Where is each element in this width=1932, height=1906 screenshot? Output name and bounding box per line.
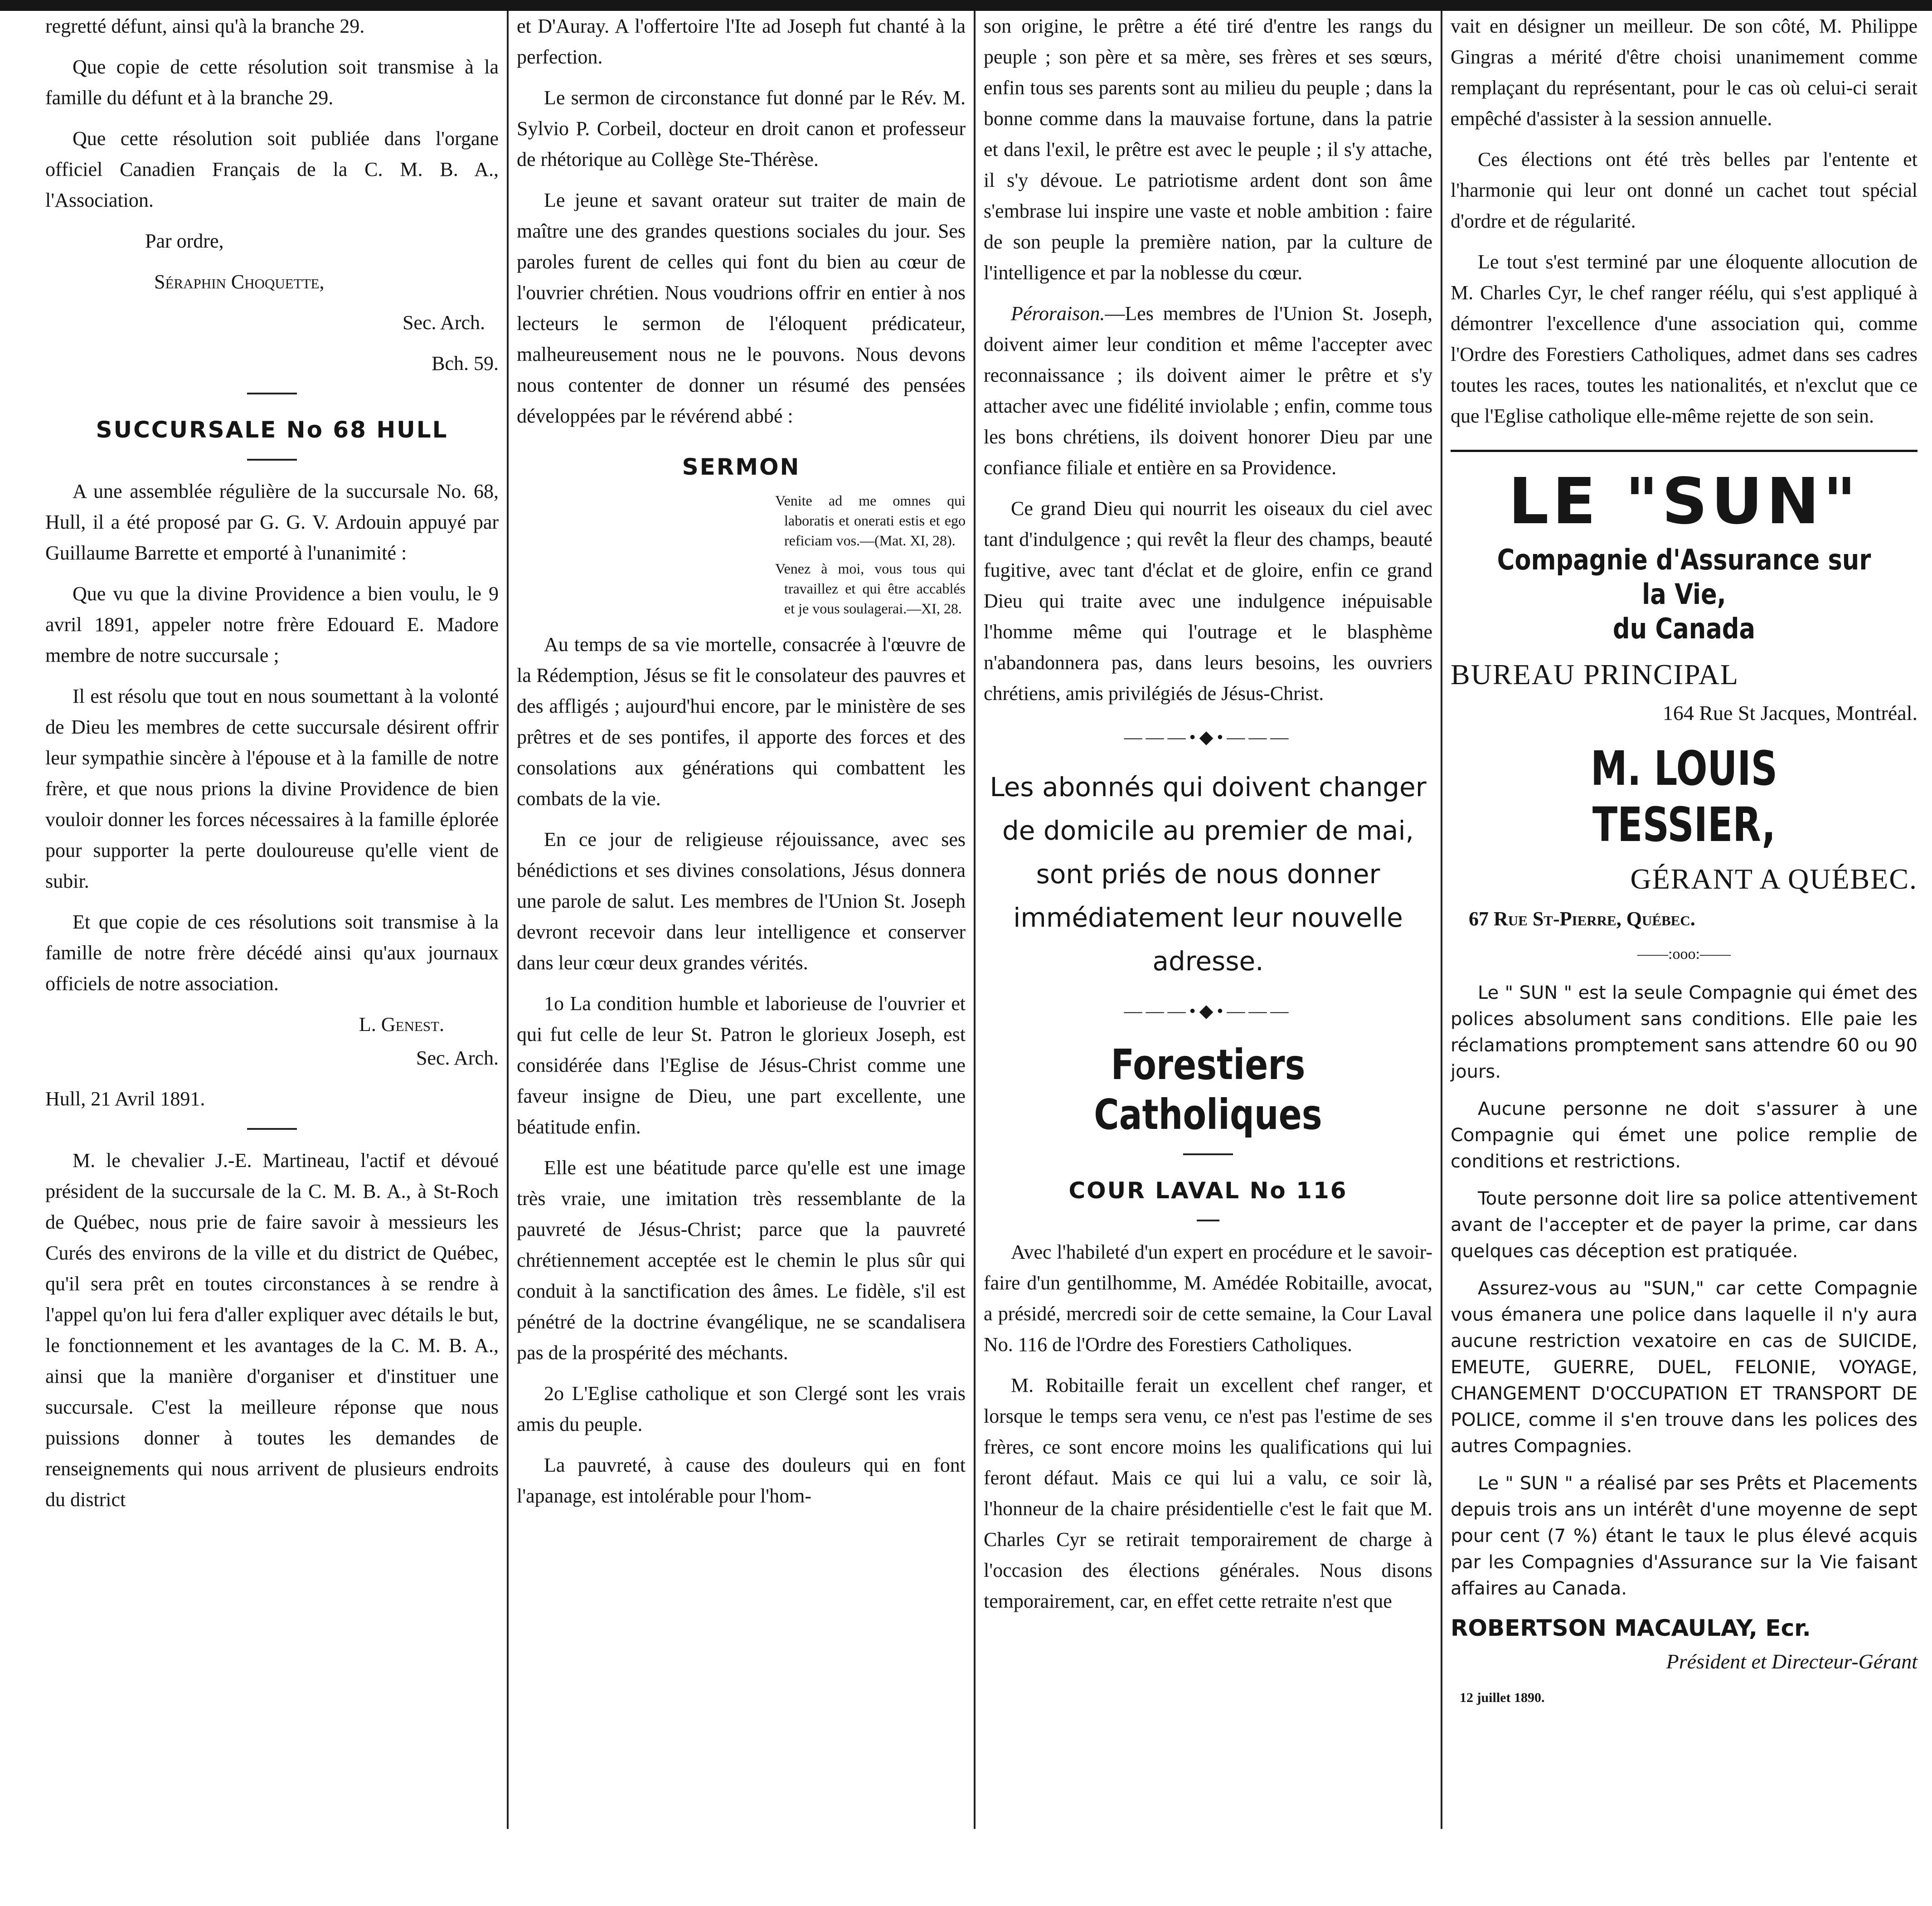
paragraph: regretté défunt, ainsi qu'à la branche 29. bbox=[45, 15, 365, 37]
section-heading: COUR LAVAL No 116 bbox=[1068, 1177, 1348, 1204]
signature-name: Séraphin Choquette, bbox=[154, 271, 325, 293]
section-heading: SUCCURSALE No 68 HULL bbox=[96, 417, 448, 443]
paragraph: son origine, le prêtre a été tiré d'entre les rangs du peuple ; son père et sa mère, ses frères et ses sœurs, enfin tous ses parents sont au milieu du peuple ; dans la bonne comme dans la mauvaise fortune, dans la patrie et dans l'exil, le prêtre est avec le peuple ; il s'y attache, il s'y dévoue. Le patriotisme ardent dont son âme s'embrase lui inspire une vaste et noble ambition : faire de son peuple la première nation, par la culture de l'intelligence et par la noblesse du cœur. bbox=[984, 15, 1432, 284]
ad-manager: M. LOUIS TESSIER, bbox=[1590, 741, 1778, 852]
divider bbox=[247, 1128, 297, 1130]
epigraph bbox=[775, 491, 966, 618]
ad-address: 164 Rue St Jacques, Montréal. bbox=[1662, 701, 1917, 724]
paragraph: Il est résolu que tout en nous soumettant à la volonté de Dieu les membres de cette succursale désirent offrir leur sympathie sincère à l'épouse et à la famille de notre frère, et que nous prions la divine Providence de bien vouloir donner les forces nécessaires à la famille éplorée pour supporter la perte douloureuse qu'elle vient de subir. bbox=[45, 685, 499, 892]
divider bbox=[1197, 1220, 1219, 1221]
paragraph: M. Robitaille ferait un excellent chef ranger, et lorsque le temps sera venu, ce n'est pas l'estime de ses frères, ce sont encore moins les qualifications qui lui feront défaut. Mais ce qui lui a valu, ce soir là, l'honneur de la chaire présidentielle c'est le fait que M. Charles Cyr se retirait temporairement de charge à l'occasion des élections générales. Nous disons temporairement, car, en effet cette retraite n'est que bbox=[984, 1374, 1432, 1612]
column-1 bbox=[36, 11, 508, 1824]
peroraison-label: Péroraison. bbox=[1011, 302, 1105, 325]
divider bbox=[1183, 1153, 1233, 1155]
ad-bureau: BUREAU PRINCIPAL bbox=[1451, 658, 1739, 690]
sun-advertisement bbox=[1451, 466, 1917, 1713]
forestiers-heading: Forestiers Catholiques bbox=[1094, 1041, 1322, 1139]
divider bbox=[247, 393, 297, 394]
column-2 bbox=[508, 11, 975, 1824]
column-3 bbox=[975, 11, 1442, 1824]
signature-intro: Par ordre, bbox=[145, 230, 224, 252]
paragraph: Avec l'habileté d'un expert en procédure et le savoir-faire d'un gentilhomme, M. Amédée Robitaille, avocat, a présidé, mercredi soir de cette semaine, la Cour Laval No. 116 de l'Ordre des Forestiers Catholiques. bbox=[984, 1241, 1432, 1356]
ad-paragraph: Toute personne doit lire sa police attentivement avant de l'accepter et de payer la prime, car dans quelques cas déception est pratiquée. bbox=[1451, 1188, 1917, 1262]
ad-role: GÉRANT A QUÉBEC. bbox=[1630, 863, 1917, 895]
paragraph: vait en désigner un meilleur. De son côté, M. Philippe Gingras a mérité d'être choisi unanimement comme remplaçant du représentant, pour le cas où celui-ci serait empêché d'assister à la session annuelle. bbox=[1451, 15, 1917, 130]
paragraph: Au temps de sa vie mortelle, consacrée à l'œuvre de la Rédemption, Jésus se fit le consolateur des pauvres et des affligés ; aujourd'hui encore, par le ministère de ses prêtres et de ses pontifes, il apporte des forces et des consolations aux générations qui combattent les combats de la vie. bbox=[517, 633, 966, 810]
peroraison-text: —Les membres de l'Union St. Joseph, doivent aimer leur condition et même l'accepter avec reconnaissance ; ils doivent aimer le prêtre et s'y attacher avec une fidélité inviolable ; enfin, comme tous les bons chrétiens, ils doivent honorer Dieu par une confiance filiale et entière en sa Providence. bbox=[984, 302, 1432, 479]
divider bbox=[247, 459, 297, 461]
signature-title: Sec. Arch. bbox=[416, 1047, 499, 1069]
epigraph-french: Venez à moi, vous tous qui travaillez et qui être accablés et je vous soulagerai.—XI, 28. bbox=[775, 560, 966, 617]
ad-date: 12 juillet 1890. bbox=[1460, 1690, 1545, 1705]
paragraph: Le sermon de circonstance fut donné par le Rév. M. Sylvio P. Corbeil, docteur en droit canon et professeur de rhétorique au Collège Ste-Thérèse. bbox=[517, 87, 966, 170]
paragraph: Ce grand Dieu qui nourrit les oiseaux du ciel avec tant d'indulgence ; qui revêt la fleur des champs, beauté fugitive, avec tant d'éclat et de gloire, enfin ce grand Dieu qui traite avec une indulgence inépuisable l'homme même qui l'outrage et le blasphème n'abandonnera pas, dans leurs besoins, les ouvriers chrétiens, amis privilégiés de Jésus-Christ. bbox=[984, 497, 1432, 705]
paragraph: Ces élections ont été très belles par l'entente et l'harmonie qui leur ont donné un cachet tout spécial d'ordre et de régularité. bbox=[1451, 148, 1917, 232]
paragraph: Que vu que la divine Providence a bien voulu, le 9 avril 1891, appeler notre frère Edouard E. Madore membre de notre succursale ; bbox=[45, 583, 499, 666]
paragraph bbox=[984, 298, 1432, 483]
ad-location: 67 Rue St-Pierre, Québec. bbox=[1469, 908, 1695, 930]
ad-president-title: Président et Directeur-Gérant bbox=[1666, 1650, 1917, 1673]
paragraph: M. le chevalier J.-E. Martineau, l'actif et dévoué président de la succursale de la C. M. B. A., à St-Roch de Québec, nous prie de faire savoir à messieurs les Curés des environs de la ville et du district de Québec, qu'il sera prêt en toutes circonstances à se rendre à l'appel qu'on lui fera d'aller expliquer avec détails le but, le fonctionnement et les avantages de la C. M. B. A., ainsi que la manière d'organiser et d'instituer une succursale. C'est la meilleure réponse que nous puissions donner à toutes les demandes de renseignements qui nous arrivent de plusieurs endroits du district bbox=[45, 1149, 499, 1511]
section-heading: SERMON bbox=[682, 454, 801, 480]
ad-subtitle: du Canada bbox=[1612, 612, 1756, 645]
paragraph: Que cette résolution soit publiée dans l'organe officiel Canadien Français de la C. M. B. A., l'Association. bbox=[45, 127, 499, 211]
column-4 bbox=[1442, 11, 1927, 1824]
ad-president: ROBERTSON MACAULAY, Ecr. bbox=[1451, 1615, 1811, 1641]
paragraph: Elle est une béatitude parce qu'elle est une image très vraie, une imitation très ressemblante de la pauvreté de Jésus-Christ; parce que la pauvreté chrétiennement acceptée est le chemin le plus sûr qui conduit à la sanctification des âmes. Le fidèle, s'il est pénétré de la doctrine évangélique, ne se scandalisera pas de la prospérité des méchants. bbox=[517, 1157, 966, 1364]
dateline: Hull, 21 Avril 1891. bbox=[45, 1088, 205, 1110]
ad-separator: ——:ooo:—— bbox=[1637, 946, 1731, 963]
paragraph: 1o La condition humble et laborieuse de l'ouvrier et qui fut celle de leur St. Patron le glorieux Joseph, est considérée dans l'Eglise de Jésus-Christ comme une faveur insigne de Dieu, une part excellente, une béatitude enfin. bbox=[517, 992, 966, 1138]
paragraph: et D'Auray. A l'offertoire l'Ite ad Joseph fut chanté à la perfection. bbox=[517, 15, 966, 68]
ad-subtitle: Compagnie d'Assurance sur la Vie, bbox=[1497, 543, 1871, 611]
paragraph: En ce jour de religieuse réjouissance, avec ses bénédictions et ses divines consolations, Jésus donnera une parole de salut. Les membres de l'Union St. Joseph devront recevoir dans leur intelligence et conserver dans leur cœur deux grandes vérités. bbox=[517, 828, 966, 974]
paragraph: Que copie de cette résolution soit transmise à la famille du défunt et à la branche 29. bbox=[45, 56, 499, 109]
ad-paragraph: Assurez-vous au "SUN," car cette Compagnie vous émanera une police dans laquelle il n'y aura aucune restriction vexatoire en cas de SUICIDE, EMEUTE, GUERRE, DUEL, FELONIE, VOYAGE, CHANGEMENT D'OCCUPATION ET TRANSPORT DE POLICE, comme il s'en trouve dans les polices des autres Compagnies. bbox=[1451, 1278, 1917, 1457]
top-border bbox=[0, 0, 1932, 11]
epigraph-latin: Venite ad me omnes qui laboratis et onerati estis et ego reficiam vos.—(Mat. XI, 28). bbox=[775, 492, 966, 549]
ornament-rule: ———•◆•——— bbox=[1124, 727, 1292, 747]
paragraph: Le tout s'est terminé par une éloquente allocution de M. Charles Cyr, le chef ranger réélu, qui s'est appliqué à démontrer l'excellence d'une association qui, comme l'Ordre des Forestiers Catholiques, admet dans ses cadres toutes les races, toutes les nationalités, et n'exclut que ce que l'Eglise catholique elle-même rejette de son sein. bbox=[1451, 251, 1917, 427]
paragraph: Le jeune et savant orateur sut traiter de main de maître une des grandes questions sociales du jour. Ses paroles furent de celles qui font du bien au cœur de l'ouvrier chrétien. Nous voudrions offrir en entier à nos lecteurs le sermon de l'éloquent prédicateur, malheureusement nous ne le pouvons. Nous devons nous contenter de donner un résumé des pensées développées par le révérend abbé : bbox=[517, 189, 966, 427]
subscriber-notice: Les abonnés qui doivent changer de domicile au premier de mai, sont priés de nous donner immédiatement leur nouvelle adresse. bbox=[990, 772, 1427, 977]
ornament-rule: ———•◆•——— bbox=[1124, 1001, 1292, 1021]
paragraph: Et que copie de ces résolutions soit transmise à la famille de notre frère décédé ainsi qu'aux journaux officiels de notre association. bbox=[45, 911, 499, 995]
ad-paragraph: Aucune personne ne doit s'assurer à une Compagnie qui émet une police remplie de conditions et restrictions. bbox=[1451, 1099, 1917, 1172]
paragraph: 2o L'Eglise catholique et son Clergé sont les vrais amis du peuple. bbox=[517, 1382, 966, 1435]
ad-paragraph: Le " SUN " a réalisé par ses Prêts et Placements depuis trois ans un intérêt d'une moyenne de sept pour cent (7 %) étant le taux le plus élevé acquis par les Compagnies d'Assurance sur la Vie faisant affaires au Canada. bbox=[1451, 1473, 1917, 1599]
horizontal-rule bbox=[1451, 450, 1917, 452]
ad-body bbox=[1451, 980, 1917, 1602]
ad-title: LE "SUN" bbox=[1508, 465, 1860, 539]
paragraph: La pauvreté, à cause des douleurs qui en font l'apanage, est intolérable pour l'hom- bbox=[517, 1454, 966, 1507]
signature-title: Sec. Arch. bbox=[402, 311, 485, 334]
ad-paragraph: Le " SUN " est la seule Compagnie qui émet des polices absolument sans conditions. Elle paie les réclamations promptement sans attendre 60 ou 90 jours. bbox=[1451, 982, 1917, 1082]
signature-name: L. Genest. bbox=[359, 1013, 444, 1036]
signature-branch: Bch. 59. bbox=[432, 352, 499, 374]
paragraph: A une assemblée régulière de la succursale No. 68, Hull, il a été proposé par G. G. V. Ardouin appuyé par Guillaume Barrette et emporté à l'unanimité : bbox=[45, 480, 499, 564]
